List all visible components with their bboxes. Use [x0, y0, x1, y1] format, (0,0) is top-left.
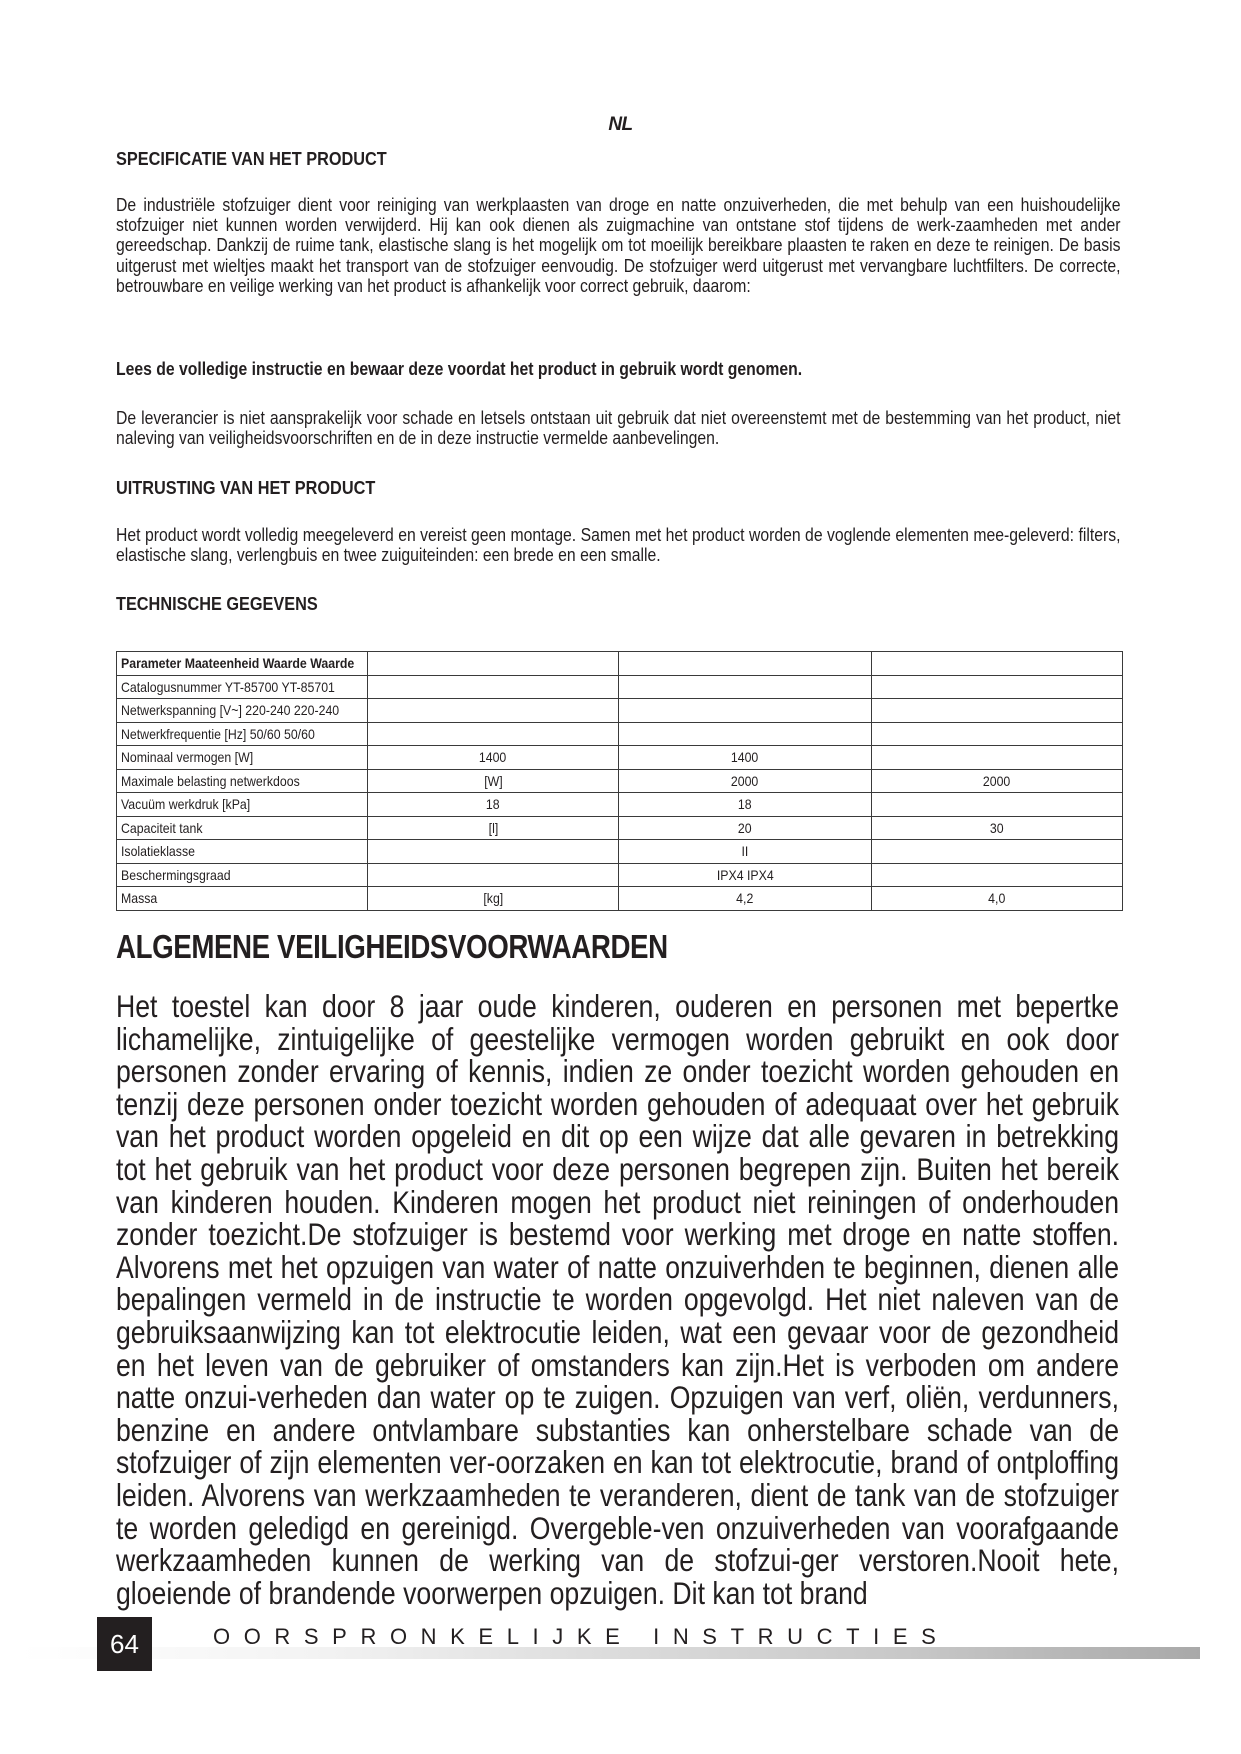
- table-cell: [619, 722, 872, 746]
- table-cell: [872, 887, 1123, 911]
- table-cell-text: 20: [738, 819, 752, 836]
- table-cell: [872, 793, 1123, 817]
- table-cell: [117, 699, 368, 723]
- table-cell-text: 1400: [731, 749, 759, 766]
- table-cell-text: 18: [738, 796, 752, 813]
- table-cell: [117, 793, 368, 817]
- table-cell-text: Massa: [121, 890, 158, 907]
- language-code: NL: [608, 114, 633, 135]
- table-cell: [117, 652, 368, 676]
- table-row: [117, 887, 1123, 911]
- table-header-row: [117, 652, 1123, 676]
- table-cell: [619, 887, 872, 911]
- table-cell: [368, 746, 619, 770]
- table-cell: [619, 816, 872, 840]
- table-cell: [872, 816, 1123, 840]
- table-cell-text: [l]: [488, 819, 498, 836]
- table-row: [117, 769, 1123, 793]
- footer-label: OORSPRONKELIJKE INSTRUCTIES: [213, 1624, 950, 1649]
- table-cell: [368, 793, 619, 817]
- table-cell-text: 2000: [731, 772, 759, 789]
- table-cell: [117, 675, 368, 699]
- table-cell: [619, 652, 872, 676]
- table-cell: [368, 675, 619, 699]
- table-cell: [619, 746, 872, 770]
- table-cell: [619, 699, 872, 723]
- equipment-paragraph: Het product wordt volledig meegeleverd en vereist geen montage. Samen met het product worden de voglende elementen mee-geleverd: filters, elastische slang, verlengbuis en twee zuiguiteinden: een brede en een smalle.: [116, 525, 1121, 566]
- table-cell: [368, 699, 619, 723]
- table-cell-text: 18: [486, 796, 500, 813]
- table-cell-text: IPX4 IPX4: [716, 866, 774, 883]
- table-cell: [619, 675, 872, 699]
- table-cell-text: II: [741, 843, 749, 860]
- section-title-equipment: UITRUSTING VAN HET PRODUCT: [116, 477, 376, 498]
- section-title-safety: ALGEMENE VEILIGHEIDSVOORWAARDEN: [116, 928, 668, 965]
- table-cell: [368, 863, 619, 887]
- table-cell-text: Maximale belasting netwerkdoos: [121, 772, 300, 789]
- table-cell: [368, 840, 619, 864]
- liability-paragraph: De leverancier is niet aansprakelijk voor schade en letsels ontstaan uit gebruik dat niet overeenstemt met de bestemming van het product, niet naleving van veiligheidsvoorschriften en de in deze instructie vermelde aanbevelingen.: [116, 408, 1121, 449]
- table-row: [117, 793, 1123, 817]
- table-cell-text: Beschermingsgraad: [121, 866, 231, 883]
- table-cell-text: Parameter Maateenheid Waarde Waarde: [121, 655, 355, 672]
- table-cell-text: Netwerkspanning [V~] 220-240 220-240: [121, 702, 340, 719]
- table-cell-text: Catalogusnummer YT-85700 YT-85701: [121, 678, 335, 695]
- table-cell: [872, 675, 1123, 699]
- specification-paragraph: De industriële stofzuiger dient voor reiniging van werkplaasten van droge en natte onzuiverheden, die met behulp van een huishoudelijke stofzuiger niet kunnen worden verwijderd. Hij kan ook dienen als zuigmachine van ontstane stof tijdens de werk-zaamheden met ander gereedschap. Dankzij de ruime tank, elastische slang is het mogelijk om tot moeilijk bereikbare plaasten te raken en deze te reinigen. De basis uitgerust met wieltjes maakt het transport van de stofzuiger eenvoudig. De stofzuiger werd uitgerust met vervangbare luchtfilters. De correcte, betrouwbare en veilige werking van het product is afhankelijk voor correct gebruik, daarom:: [116, 195, 1121, 296]
- safety-paragraph: Het toestel kan door 8 jaar oude kinderen, ouderen en personen met bepertke lichamelijke, zintuigelijke of geestelijke vermogen worden gebruikt en ook door personen zonder ervaring of kennis, indien ze onder toezicht worden gehouden en tenzij deze personen onder toezicht worden gehouden of adequaat over het gebruik van het product worden opgeleid en dit op een wijze dat alle gevaren in betrekking tot het gebruik van het product voor deze personen begrepen zijn. Buiten het bereik van kinderen houden. Kinderen mogen het product niet reiningen of onderhouden zonder toezicht.De stofzuiger is bestemd voor werking met droge en natte stoffen. Alvorens met het opzuigen van water of natte onzuiverhden te beginnen, dienen alle bepalingen vermeld in de instructie te worden opgevolgd. Het niet naleven van de gebruiksaanwijzing kan tot elektrocutie leiden, wat een gevaar voor de gezondheid en het leven van de gebruiker of omstanders kan zijn.Het is verboden om andere natte onzui-verheden dan water op te zuigen. Opzuigen van verf, oliën, verdunners, benzine en andere ontvlambare substanties kan onherstelbare schade van de stofzuiger of zijn elementen ver-oorzaken en kan tot elektrocutie, brand of ontploffing leiden. Alvorens van werkzaamheden te veranderen, dient de tank van de stofzuiger te worden geledigd en gereinigd. Overgeble-ven onzuiverheden van voorafgaande werkzaamheden kunnen de werking van de stofzui-ger verstoren.Nooit hete, gloeiende of brandende voorwerpen opzuigen. Dit kan tot brand: [116, 988, 1120, 1611]
- table-cell: [872, 746, 1123, 770]
- table-cell-text: 30: [990, 819, 1004, 836]
- table-cell: [368, 887, 619, 911]
- table-cell-text: [kg]: [483, 890, 503, 907]
- table-cell: [117, 746, 368, 770]
- table-cell-text: [W]: [483, 772, 503, 789]
- table-cell: [368, 722, 619, 746]
- table-cell-text: 2000: [983, 772, 1011, 789]
- table-cell-text: Nominaal vermogen [W]: [121, 749, 254, 766]
- table-row: [117, 840, 1123, 864]
- table-row: [117, 722, 1123, 746]
- table-cell-text: Vacuüm werkdruk [kPa]: [121, 796, 251, 813]
- table-cell: [872, 722, 1123, 746]
- table-cell: [117, 863, 368, 887]
- table-row: [117, 675, 1123, 699]
- table-cell: [368, 769, 619, 793]
- table-cell: [872, 769, 1123, 793]
- table-cell: [117, 887, 368, 911]
- table-cell: [117, 816, 368, 840]
- table-cell: [619, 769, 872, 793]
- table-cell-text: Isolatieklasse: [121, 843, 195, 860]
- page-number: 64: [97, 1617, 152, 1671]
- table-cell-text: Netwerkfrequentie [Hz] 50/60 50/60: [121, 725, 315, 742]
- table-cell-text: 4,2: [736, 890, 754, 907]
- technical-specs-table: [116, 651, 1123, 911]
- table-cell: [872, 652, 1123, 676]
- table-cell: [872, 699, 1123, 723]
- table-row: [117, 699, 1123, 723]
- table-cell: [872, 863, 1123, 887]
- table-row: [117, 863, 1123, 887]
- section-title-specification: SPECIFICATIE VAN HET PRODUCT: [116, 148, 387, 169]
- table-cell: [619, 840, 872, 864]
- table-cell: [619, 793, 872, 817]
- table-row: [117, 746, 1123, 770]
- table-row: [117, 816, 1123, 840]
- table-cell-text: 4,0: [988, 890, 1006, 907]
- table-cell: [368, 816, 619, 840]
- table-cell: [117, 769, 368, 793]
- table-cell: [368, 652, 619, 676]
- table-cell-text: Capaciteit tank: [121, 819, 203, 836]
- table-cell: [117, 840, 368, 864]
- table-cell-text: 1400: [479, 749, 507, 766]
- section-title-technical: TECHNISCHE GEGEVENS: [116, 593, 318, 614]
- table-cell: [619, 863, 872, 887]
- table-cell: [872, 840, 1123, 864]
- table-cell: [117, 722, 368, 746]
- read-instructions-notice: Lees de volledige instructie en bewaar deze voordat het product in gebruik wordt genomen.: [116, 359, 803, 379]
